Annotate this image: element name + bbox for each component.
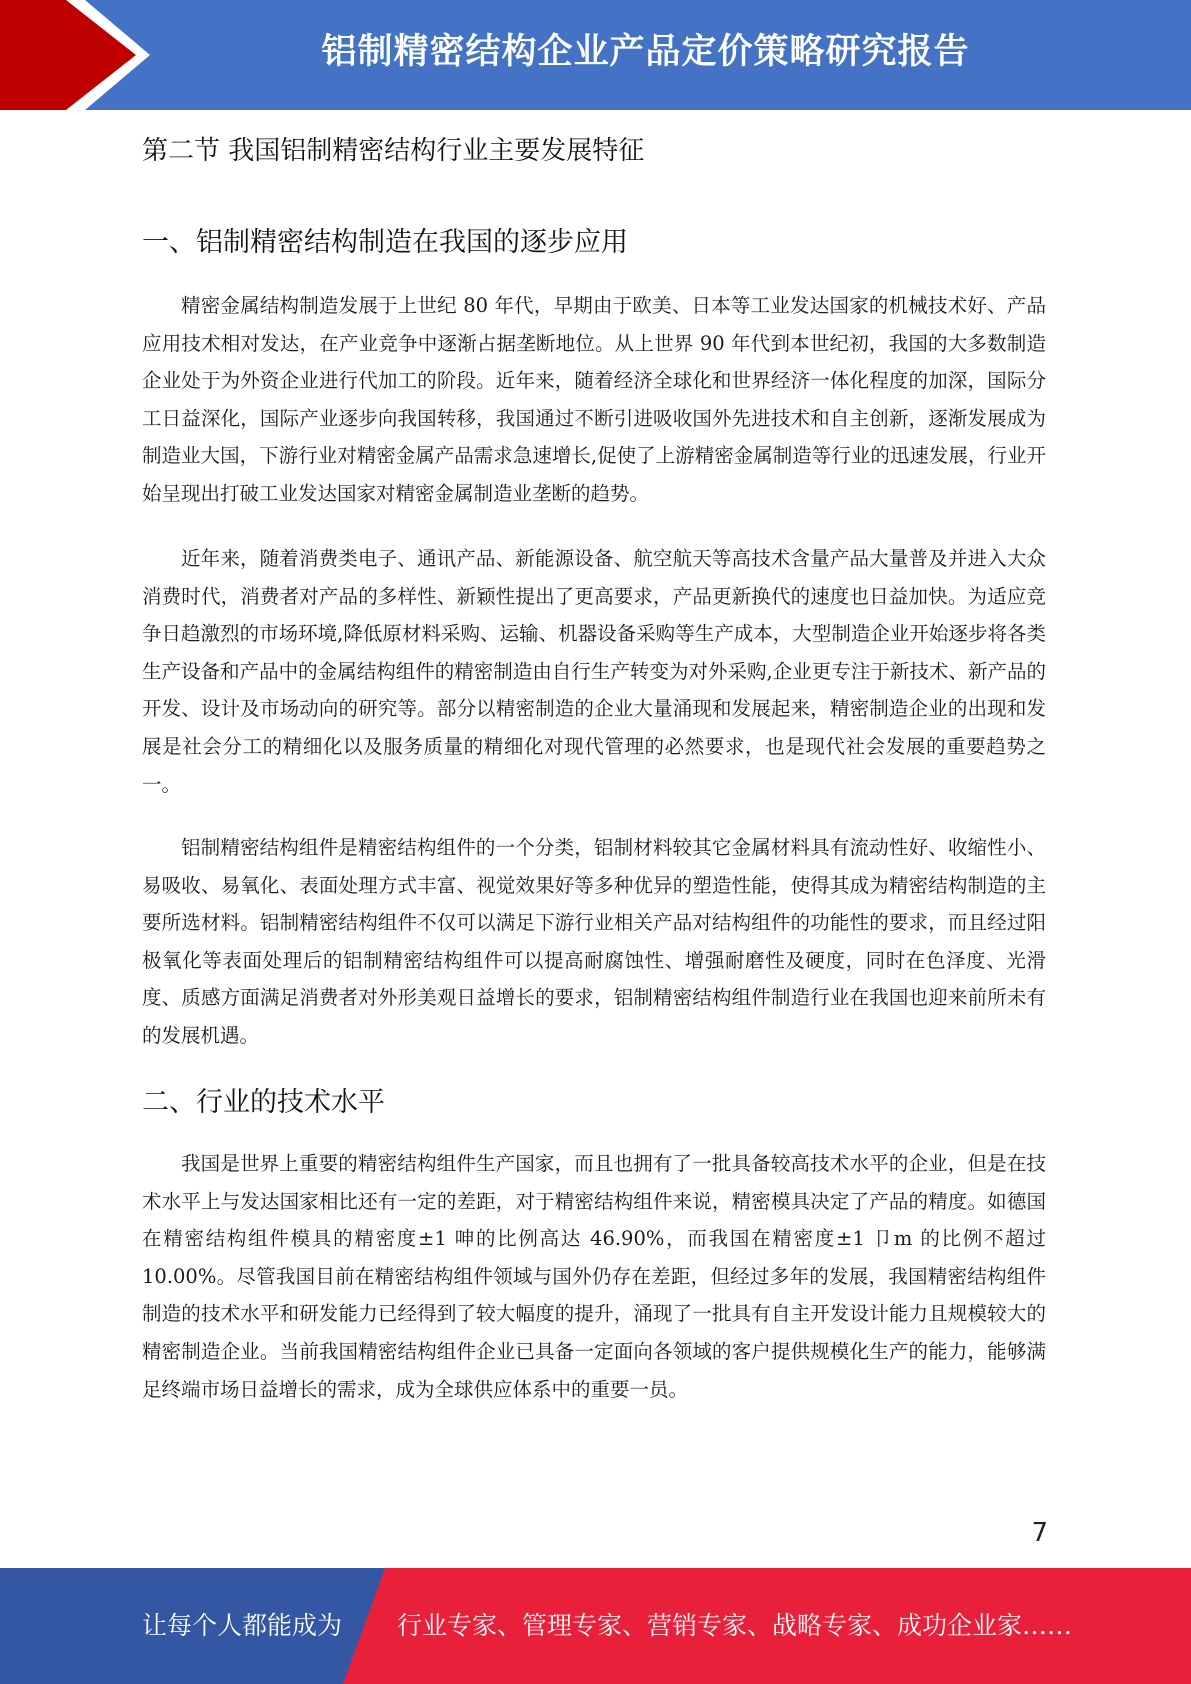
paragraph-3: 铝制精密结构组件是精密结构组件的一个分类，铝制材料较其它金属材料具有流动性好、收缩性小、易吸收、易氧化、表面处理方式丰富、视觉效果好等多种优异的塑造性能，使得其成为精密结构制造的主要所选材料。铝制精密结构组件不仅可以满足下游行业相关产品对结构组件的功能性的要求，而且经过阳极氧化等表面处理后的铝制精密结构组件可以提高耐腐蚀性、增强耐磨性及硬度，同时在色泽度、光滑度、质感方面满足消费者对外形美观日益增长的要求，铝制精密结构组件制造行业在我国也迎来前所未有的发展机遇。 bbox=[142, 836, 1046, 1047]
footer-banner bbox=[0, 1568, 1191, 1684]
footer-slogan-left: 让每个人都能成为 bbox=[142, 1611, 343, 1640]
report-title: 铝制精密结构企业产品定价策略研究报告 bbox=[321, 32, 970, 72]
header-banner bbox=[0, 0, 1191, 110]
paragraph-2: 近年来，随着消费类电子、通讯产品、新能源设备、航空航天等高技术含量产品大量普及并进入大众消费时代，消费者对产品的多样性、新颖性提出了更高要求，产品更新换代的速度也日益加快。为适应竞争日趋激烈的市场环境,降低原材料采购、运输、机器设备采购等生产成本，大型制造企业开始逐步将各类生产设备和产品中的金属结构组件的精密制造由自行生产转变为对外采购,企业更专注于新技术、新产品的开发、设计及市场动向的研究等。部分以精密制造的企业大量涌现和发展起来，精密制造企业的出现和发展是社会分工的精细化以及服务质量的精细化对现代管理的必然要求，也是现代社会发展的重要趋势之一。 bbox=[142, 547, 1046, 796]
paragraph-1: 精密金属结构制造发展于上世纪 80 年代，早期由于欧美、日本等工业发达国家的机械技术好、产品应用技术相对发达，在产业竞争中逐渐占据垄断地位。从上世界 90 年代到本世纪初，我国的大多数制造企业处于为外资企业进行代加工的阶段。近年来，随着经济全球化和世界经济一体化程度的加深，国际分工日益深化，国际产业逐步向我国转移，我国通过不断引进吸收国外先进技术和自主创新，逐渐发展成为制造业大国，下游行业对精密金属产品需求急速增长,促使了上游精密金属制造等行业的迅速发展，行业开始呈现出打破工业发达国家对精密金属制造业垄断的趋势。 bbox=[142, 294, 1046, 505]
subsection-heading-2: 二、行业的技术水平 bbox=[142, 1087, 385, 1118]
subsection-heading-1: 一、铝制精密结构制造在我国的逐步应用 bbox=[142, 227, 628, 258]
section-title: 第二节 我国铝制精密结构行业主要发展特征 bbox=[142, 136, 645, 166]
footer-slogan-right: 行业专家、管理专家、营销专家、战略专家、成功企业家…… bbox=[397, 1611, 1073, 1640]
paragraph-4: 我国是世界上重要的精密结构组件生产国家，而且也拥有了一批具备较高技术水平的企业，但是在技术水平上与发达国家相比还有一定的差距，对于精密结构组件来说，精密模具决定了产品的精度。如德国在精密结构组件模具的精密度±1 呻的比例高达 46.90%，而我国在精密度±1 卩m 的比例不超过 10.00%。尽管我国目前在精密结构组件领域与国外仍存在差距，但经过多年的发展，我国精密结构组件制造的技术水平和研发能力已经得到了较大幅度的提升，涌现了一批具有自主开发设计能力且规模较大的精密制造企业。当前我国精密结构组件企业已具备一定面向各领域的客户提供规模化生产的能力，能够满足终端市场日益增长的需求，成为全球供应体系中的重要一员。 bbox=[142, 1152, 1046, 1401]
page-number: 7 bbox=[1031, 1518, 1048, 1548]
header-arrow-icon bbox=[0, 0, 136, 110]
